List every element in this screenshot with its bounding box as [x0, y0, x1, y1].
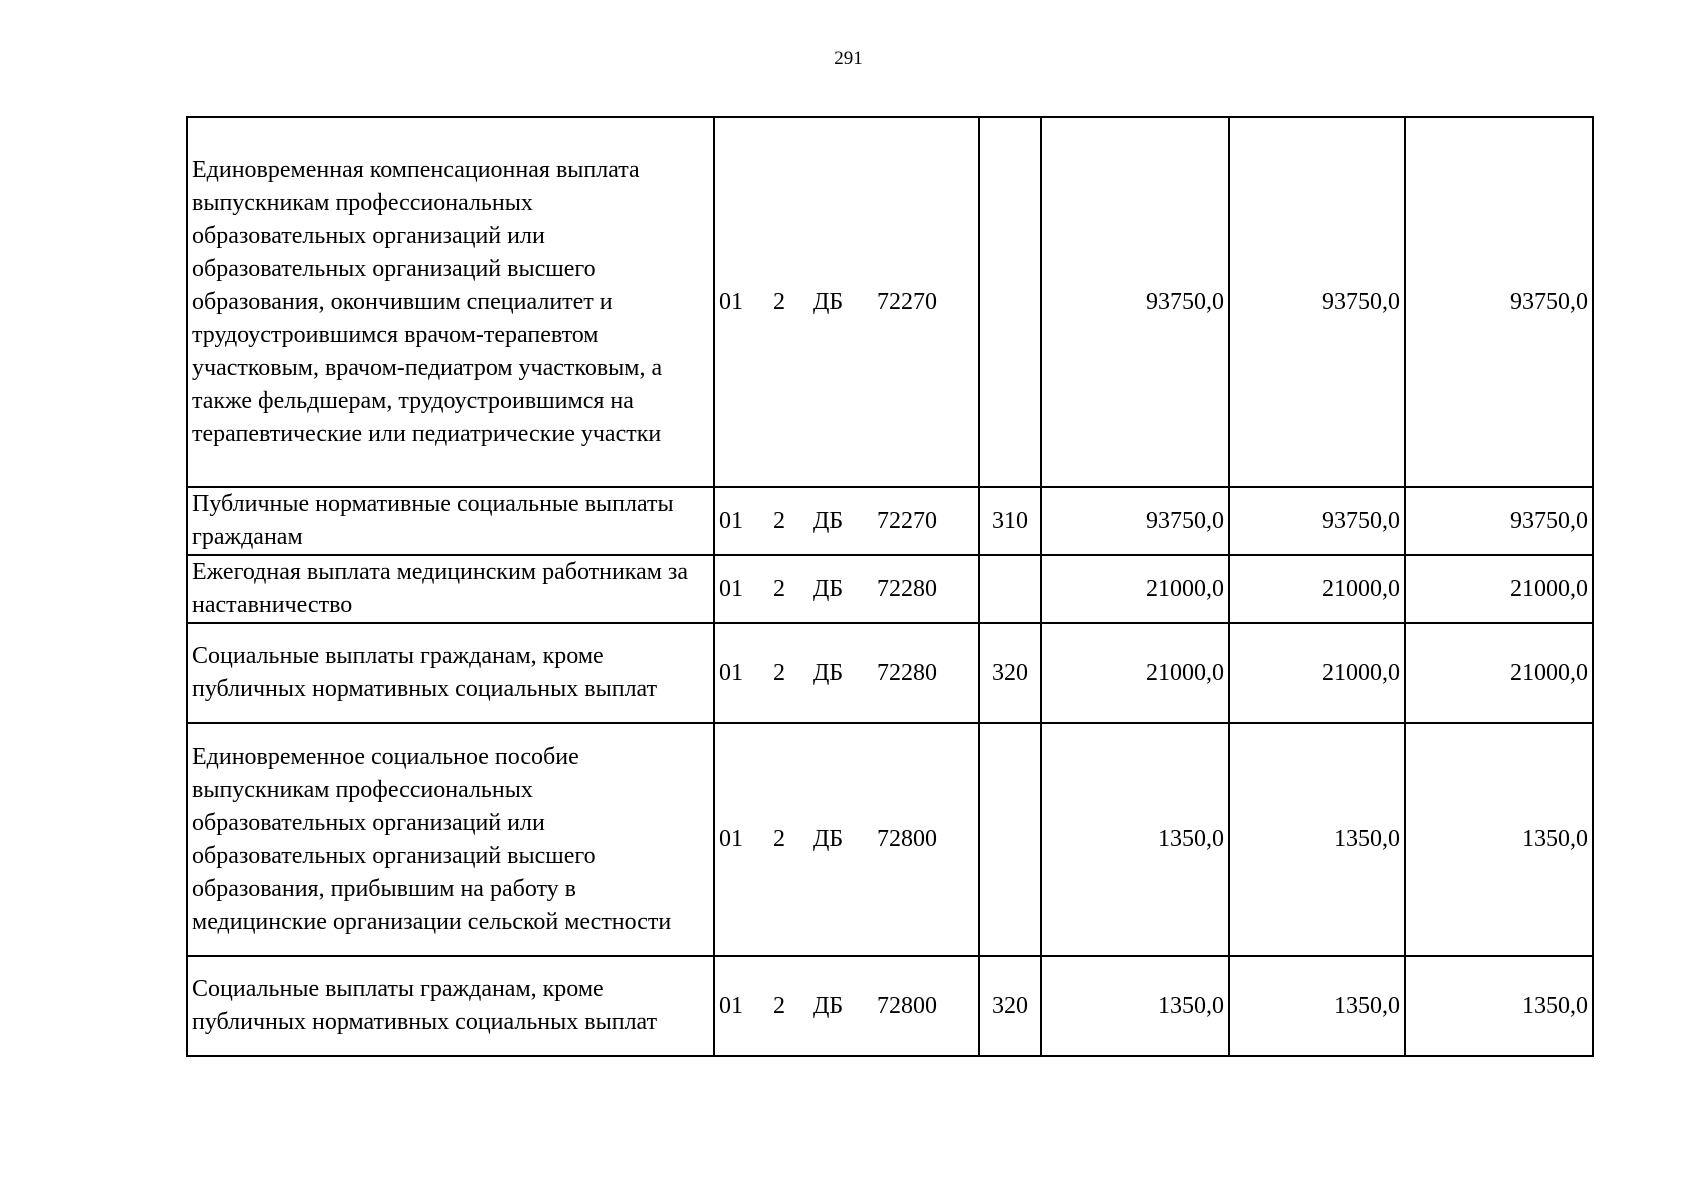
program-code: ДБ	[813, 659, 844, 686]
direction-code: 72280	[877, 659, 937, 686]
target-article-code	[714, 623, 979, 723]
row-name: Единовременное социальное пособие выпускникам профессиональных образовательных организаций или образовательных организаций высшего образования, прибывшим на работу в медицинские организации сельской местности	[187, 723, 714, 956]
direction-code: 72280	[877, 575, 937, 602]
amount-year-2: 1350,0	[1229, 723, 1405, 956]
subprogram-code: 2	[773, 826, 785, 852]
expense-type-code: 320	[979, 623, 1041, 723]
amount-year-2: 93750,0	[1229, 117, 1405, 487]
expense-type-code	[979, 117, 1041, 487]
row-name: Социальные выплаты гражданам, кроме публичных нормативных социальных выплат	[187, 623, 714, 723]
section-code: 01	[719, 659, 743, 686]
subprogram-code: 2	[773, 659, 785, 686]
amount-year-1: 93750,0	[1041, 487, 1229, 555]
amount-year-2: 1350,0	[1229, 956, 1405, 1056]
table-row	[187, 117, 1593, 487]
expense-type-code: 320	[979, 956, 1041, 1056]
amount-year-1: 21000,0	[1041, 623, 1229, 723]
expense-type-code	[979, 723, 1041, 956]
section-code: 01	[719, 575, 743, 602]
page-number: 291	[834, 48, 863, 69]
amount-year-3: 93750,0	[1405, 117, 1593, 487]
amount-year-1: 93750,0	[1041, 117, 1229, 487]
program-code: ДБ	[813, 992, 844, 1019]
row-name: Ежегодная выплата медицинским работникам за наставничество	[187, 555, 714, 623]
program-code: ДБ	[813, 575, 844, 602]
table-row	[187, 723, 1593, 956]
section-code: 01	[719, 826, 743, 852]
subprogram-code: 2	[773, 992, 785, 1019]
expense-type-code: 310	[979, 487, 1041, 555]
section-code: 01	[719, 288, 743, 315]
amount-year-1: 1350,0	[1041, 723, 1229, 956]
amount-year-2: 93750,0	[1229, 487, 1405, 555]
row-name: Социальные выплаты гражданам, кроме публичных нормативных социальных выплат	[187, 956, 714, 1056]
expense-type-code	[979, 555, 1041, 623]
section-code: 01	[719, 507, 743, 534]
target-article-code	[714, 487, 979, 555]
direction-code: 72800	[877, 826, 937, 852]
target-article-code	[714, 956, 979, 1056]
row-name: Единовременная компенсационная выплата выпускникам профессиональных образовательных организаций или образовательных организаций высшего образования, окончившим специалитет и трудоустроившимся врачом-терапевтом участковым, врачом-педиатром участковым, а также фельдшерам, трудоустроившимся на терапевтические или педиатрические участки	[187, 117, 714, 487]
table-row	[187, 555, 1593, 623]
direction-code: 72270	[877, 288, 937, 315]
target-article-code	[714, 723, 979, 956]
target-article-code	[714, 555, 979, 623]
program-code: ДБ	[813, 826, 844, 852]
subprogram-code: 2	[773, 288, 785, 315]
amount-year-1: 1350,0	[1041, 956, 1229, 1056]
amount-year-3: 1350,0	[1405, 723, 1593, 956]
amount-year-3: 21000,0	[1405, 555, 1593, 623]
table-row	[187, 487, 1593, 555]
subprogram-code: 2	[773, 507, 785, 534]
amount-year-3: 1350,0	[1405, 956, 1593, 1056]
program-code: ДБ	[813, 507, 844, 534]
amount-year-3: 21000,0	[1405, 623, 1593, 723]
budget-table	[186, 116, 1594, 1057]
amount-year-1: 21000,0	[1041, 555, 1229, 623]
direction-code: 72270	[877, 507, 937, 534]
table-row	[187, 956, 1593, 1056]
amount-year-3: 93750,0	[1405, 487, 1593, 555]
section-code: 01	[719, 992, 743, 1019]
program-code: ДБ	[813, 288, 844, 315]
table-row	[187, 623, 1593, 723]
row-name: Публичные нормативные социальные выплаты гражданам	[187, 487, 714, 555]
subprogram-code: 2	[773, 575, 785, 602]
target-article-code	[714, 117, 979, 487]
direction-code: 72800	[877, 992, 937, 1019]
amount-year-2: 21000,0	[1229, 623, 1405, 723]
amount-year-2: 21000,0	[1229, 555, 1405, 623]
